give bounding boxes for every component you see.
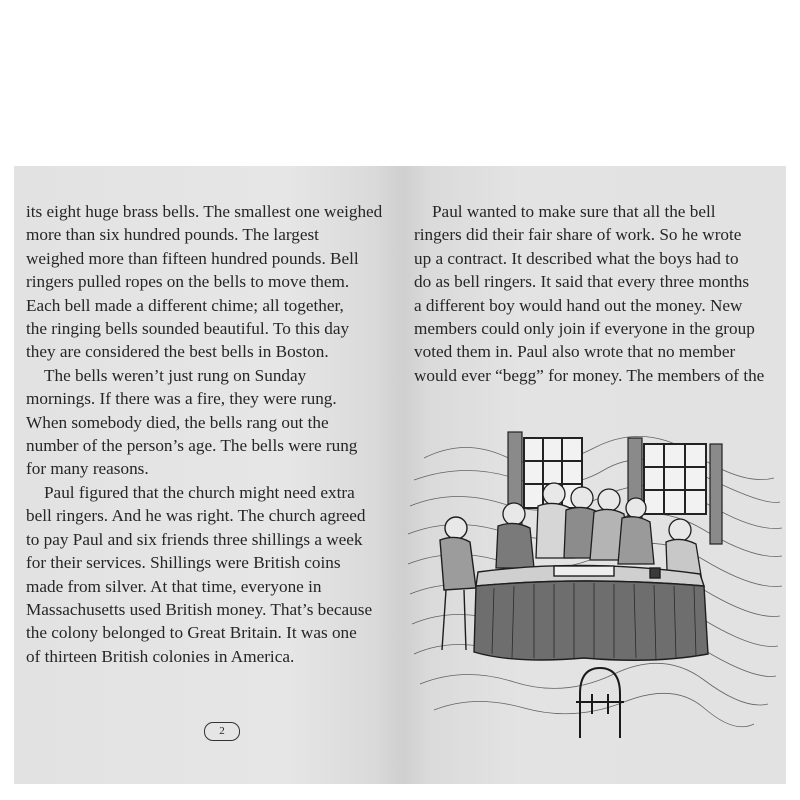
text-line: When somebody died, the bells rang out the [26, 412, 329, 432]
text-line: number of the person’s age. The bells were rung [26, 436, 358, 456]
book-spread [14, 166, 786, 784]
text-line: up a contract. It described what the boys had to [414, 248, 739, 268]
text-line: do as bell ringers. It said that every three months [414, 272, 750, 292]
text-line: a different boy would hand out the money. New [414, 295, 743, 315]
text-line: they are considered the best bells in Boston. [26, 342, 329, 362]
text-line: Massachusetts used British money. That’s because [26, 599, 373, 619]
text-line: mornings. If there was a fire, they were rung. [26, 389, 337, 409]
text-line: bell ringers. And he was right. The church agreed [26, 506, 366, 526]
text-line: ringers did their fair share of work. So he wrote [414, 225, 742, 245]
text-line: made from silver. At that time, everyone in [26, 576, 322, 596]
table [474, 565, 708, 660]
text-line: Paul figured that the church might need extra [44, 482, 355, 502]
page-number: 2 [204, 722, 240, 741]
window-right [644, 444, 706, 514]
text-line: to pay Paul and six friends three shillings a week [26, 529, 363, 549]
right-page-text [414, 200, 774, 387]
text-line: its eight huge brass bells. The smallest one weighed [26, 202, 383, 221]
text-line: would ever “begg” for money. The members of the [414, 365, 765, 385]
text-line: the ringing bells sounded beautiful. To this day [26, 319, 350, 339]
text-line: for their services. Shillings were British coins [26, 553, 341, 573]
text-line: The bells weren’t just rung on Sunday [44, 365, 307, 385]
text-line: the colony belonged to Great Britain. It was one [26, 623, 357, 643]
text-line: of thirteen British colonies in America. [26, 646, 295, 666]
left-page-text [26, 200, 390, 668]
text-line: ringers pulled ropes on the bells to move them. [26, 272, 350, 292]
text-line: Paul wanted to make sure that all the bell [432, 202, 716, 221]
chair [576, 668, 624, 738]
text-line: Each bell made a different chime; all together, [26, 295, 344, 315]
text-line: weighed more than fifteen hundred pounds. Bell [26, 248, 359, 268]
text-line: members could only join if everyone in the group [414, 319, 755, 339]
illustration-bell-ringers [404, 418, 786, 748]
text-line: more than six hundred pounds. The largest [26, 225, 319, 245]
figure-boy-left [440, 517, 476, 650]
right-page [404, 166, 786, 784]
left-page [14, 166, 404, 784]
text-line: for many reasons. [26, 459, 149, 479]
text-line: voted them in. Paul also wrote that no member [414, 342, 736, 362]
